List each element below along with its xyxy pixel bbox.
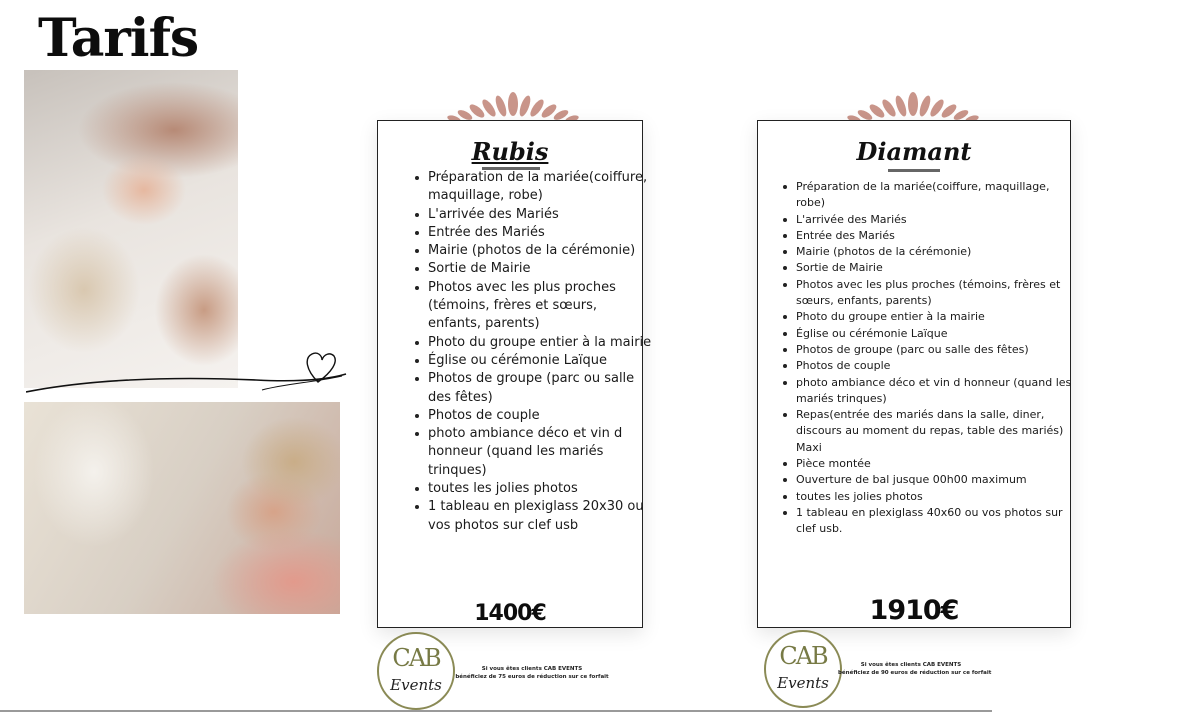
rubis-package-card xyxy=(377,120,652,628)
list-item: Église ou cérémonie Laïque xyxy=(796,326,1078,342)
list-item: Photos avec les plus proches (témoins, frères et sœurs, enfants, parents) xyxy=(428,279,652,334)
list-item: toutes les jolies photos xyxy=(428,480,652,498)
list-item: Photos de groupe (parc ou salle des fêtes) xyxy=(796,342,1078,358)
list-item: Photos de couple xyxy=(428,407,652,425)
list-item: Ouverture de bal jusque 00h00 maximum xyxy=(796,472,1078,488)
list-item: 1 tableau en plexiglass 40x60 ou vos photos sur clef usb. xyxy=(796,505,1078,538)
cab-events-logo xyxy=(377,632,455,710)
list-item: Pièce montée xyxy=(796,456,1078,472)
list-item: Sortie de Mairie xyxy=(796,260,1078,276)
list-item: Entrée des Mariés xyxy=(796,228,1078,244)
list-item: Église ou cérémonie Laïque xyxy=(428,352,652,370)
list-item: Photos de couple xyxy=(796,358,1078,374)
couple-kiss-photo xyxy=(24,70,238,388)
laurel-icon xyxy=(443,90,583,124)
list-item: Mairie (photos de la cérémonie) xyxy=(796,244,1078,260)
promo-note xyxy=(838,662,992,677)
list-item: photo ambiance déco et vin d honneur (quand les mariés trinques) xyxy=(428,425,652,480)
list-item: 1 tableau en plexiglass 20x30 ou vos photos sur clef usb xyxy=(428,498,652,535)
promo-line: Si vous êtes clients CAB EVENTS xyxy=(481,666,583,672)
list-item: L'arrivée des Mariés xyxy=(428,206,652,224)
page-title: Tarifs xyxy=(38,8,199,69)
list-item: photo ambiance déco et vin d honneur (quand les mariés trinques) xyxy=(796,375,1078,408)
list-item: toutes les jolies photos xyxy=(796,489,1078,505)
package-title: Diamant xyxy=(856,137,972,166)
title-underline xyxy=(888,169,940,172)
logo-monogram: CAB xyxy=(779,642,827,670)
list-item: Photos de groupe (parc ou salle des fêtes) xyxy=(428,370,652,407)
package-price: 1400€ xyxy=(474,601,546,626)
promo-line: bénéficiez de 75 euros de réduction sur ce forfait xyxy=(455,673,609,680)
heart-icon xyxy=(26,346,348,402)
bride-dress-photo xyxy=(24,402,340,614)
list-item: Photo du groupe entier à la mairie xyxy=(428,334,652,352)
logo-word: Events xyxy=(390,676,442,694)
list-item: Entrée des Mariés xyxy=(428,224,652,242)
list-item: Photo du groupe entier à la mairie xyxy=(796,309,1078,325)
list-item: Préparation de la mariée(coiffure, maquillage, robe) xyxy=(796,179,1078,212)
logo-word: Events xyxy=(777,674,829,692)
package-price: 1910€ xyxy=(869,595,959,626)
list-item: Photos avec les plus proches (témoins, frères et sœurs, enfants, parents) xyxy=(796,277,1078,310)
list-item: L'arrivée des Mariés xyxy=(796,212,1078,228)
list-item: Préparation de la mariée(coiffure, maquillage, robe) xyxy=(428,169,652,206)
footer-divider xyxy=(0,710,992,712)
list-item: Sortie de Mairie xyxy=(428,260,652,278)
promo-note xyxy=(452,666,612,681)
logo-monogram: CAB xyxy=(392,644,440,672)
laurel-icon xyxy=(843,90,983,124)
diamant-package-card xyxy=(757,120,1071,628)
package-items-list xyxy=(778,179,1078,538)
promo-line: Si vous êtes clients CAB EVENTS xyxy=(860,662,962,668)
promo-line: bénéficiez de 90 euros de réduction sur ce forfait xyxy=(838,669,992,676)
cab-events-logo xyxy=(764,630,842,708)
list-item: Mairie (photos de la cérémonie) xyxy=(428,242,652,260)
package-title: Rubis xyxy=(471,137,549,166)
list-item: Repas(entrée des mariés dans la salle, diner, discours au moment du repas, table des mariés) Maxi xyxy=(796,407,1078,456)
package-items-list xyxy=(410,169,652,535)
